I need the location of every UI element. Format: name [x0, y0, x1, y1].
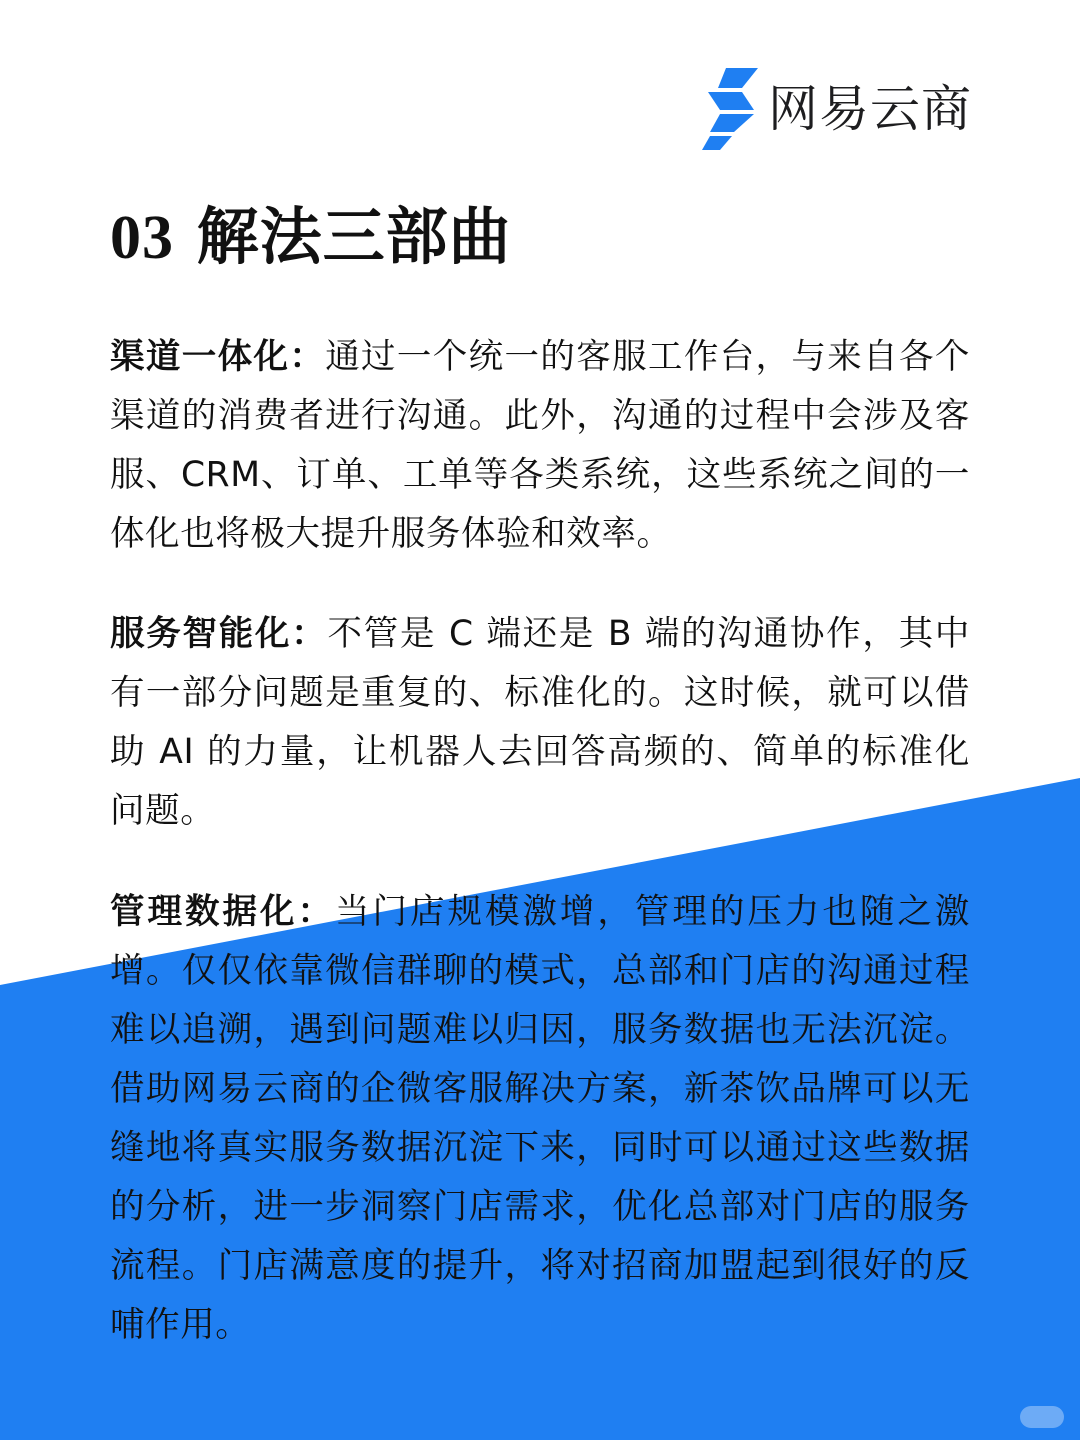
section-label: 管理数据化：	[110, 892, 335, 932]
brand-name: 网易云商	[768, 80, 972, 138]
section-body: 通过一个统一的客服工作台，与来自各个渠道的消费者进行沟通。此外，沟通的过程中会涉及客服、CRM、订单、工单等各类系统，这些系统之间的一体化也将极大提升服务体验和效率。	[110, 337, 970, 554]
section-label: 渠道一体化：	[110, 337, 326, 377]
title-number: 03	[110, 204, 174, 272]
title-text: 解法三部曲	[196, 200, 512, 273]
netease-yunshang-logo-icon	[702, 68, 758, 150]
section-body: 不管是 C 端还是 B 端的沟通协作，其中有一部分问题是重复的、标准化的。这时候，就可以借助 AI 的力量，让机器人去回答高频的、简单的标准化问题。	[110, 614, 970, 831]
section-body: 当门店规模激增，管理的压力也随之激增。仅仅依靠微信群聊的模式，总部和门店的沟通过程难以追溯，遇到问题难以归因，服务数据也无法沉淀。借助网易云商的企微客服解决方案，新茶饮品牌可以无缝地将真实服务数据沉淀下来，同时可以通过这些数据的分析，进一步洞察门店需求，优化总部对门店的服务流程。门店满意度的提升，将对招商加盟起到很好的反哺作用。	[110, 892, 970, 1345]
page-title	[110, 200, 512, 275]
brand-logo	[702, 68, 972, 150]
section-channel-integration	[110, 328, 970, 564]
section-management-data	[110, 883, 970, 1355]
section-label: 服务智能化：	[110, 614, 328, 654]
section-service-intelligence	[110, 605, 970, 841]
watermark	[1020, 1406, 1064, 1428]
